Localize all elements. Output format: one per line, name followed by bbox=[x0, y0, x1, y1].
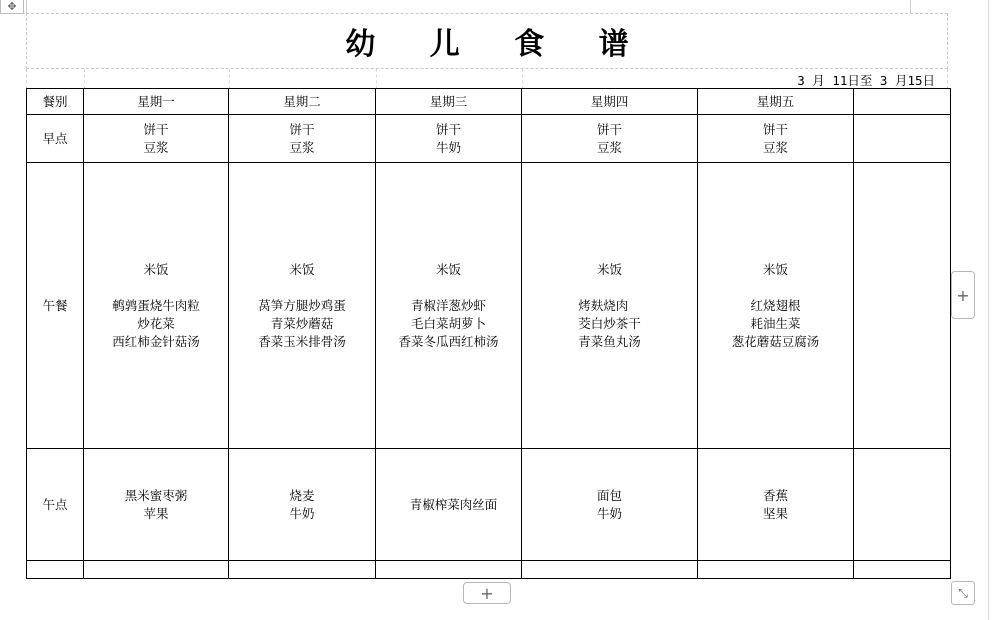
date-row bbox=[26, 69, 948, 89]
add-row-button[interactable] bbox=[463, 582, 511, 604]
menu-item: 炒花菜 bbox=[137, 315, 175, 331]
table-resize-handle[interactable] bbox=[951, 581, 975, 605]
empty-cell[interactable] bbox=[698, 561, 854, 579]
staple-item: 米饭 bbox=[762, 261, 788, 277]
lunch-empty[interactable] bbox=[854, 163, 951, 449]
menu-item: 饼干 bbox=[596, 121, 622, 137]
menu-item: 莴笋方腿炒鸡蛋 bbox=[258, 297, 346, 313]
snack-friday[interactable] bbox=[698, 449, 854, 561]
empty-cell[interactable] bbox=[376, 561, 522, 579]
header-meal-type[interactable]: 餐别 bbox=[27, 89, 84, 115]
empty-cell[interactable] bbox=[84, 561, 229, 579]
snack-wednesday[interactable] bbox=[376, 449, 522, 561]
lunch-row bbox=[27, 163, 951, 449]
menu-table bbox=[26, 88, 951, 579]
plus-icon: + bbox=[956, 285, 970, 305]
table-move-handle[interactable] bbox=[0, 0, 24, 14]
snack-thursday[interactable] bbox=[522, 449, 698, 561]
menu-item: 饼干 bbox=[289, 121, 315, 137]
menu-item: 香菜玉米排骨汤 bbox=[258, 333, 346, 349]
staple-item: 米饭 bbox=[435, 261, 461, 277]
snack-label[interactable]: 午点 bbox=[27, 449, 84, 561]
breakfast-label[interactable]: 早点 bbox=[27, 115, 84, 163]
breakfast-monday[interactable] bbox=[84, 115, 229, 163]
page-edge bbox=[988, 0, 989, 620]
menu-item: 苹果 bbox=[143, 505, 169, 521]
column-guide bbox=[376, 69, 377, 89]
menu-item: 牛奶 bbox=[289, 505, 315, 521]
menu-item: 青椒榨菜肉丝面 bbox=[409, 496, 498, 512]
menu-item: 青椒洋葱炒虾 bbox=[410, 297, 486, 313]
menu-item: 饼干 bbox=[143, 121, 169, 137]
menu-item: 坚果 bbox=[762, 505, 788, 521]
date-range: 3 月 11日至 3 月15日 bbox=[797, 73, 935, 88]
menu-item: 香蕉 bbox=[762, 487, 788, 503]
add-column-button[interactable] bbox=[951, 271, 975, 319]
menu-item: 葱花蘑菇豆腐汤 bbox=[731, 333, 820, 349]
column-guide bbox=[229, 69, 230, 89]
header-friday[interactable]: 星期五 bbox=[698, 89, 854, 115]
menu-item: 豆浆 bbox=[289, 139, 315, 155]
snack-empty[interactable] bbox=[854, 449, 951, 561]
staple-item: 米饭 bbox=[143, 261, 169, 277]
menu-item: 西红柿金针菇汤 bbox=[112, 333, 200, 349]
column-guide bbox=[522, 69, 523, 89]
snack-tuesday[interactable] bbox=[229, 449, 376, 561]
menu-item: 毛白菜胡萝卜 bbox=[410, 315, 486, 331]
margin-guide bbox=[26, 0, 27, 14]
breakfast-wednesday[interactable] bbox=[376, 115, 522, 163]
lunch-monday[interactable] bbox=[84, 163, 229, 449]
header-monday[interactable]: 星期一 bbox=[84, 89, 229, 115]
lunch-tuesday[interactable] bbox=[229, 163, 376, 449]
menu-item: 鹌鹑蛋烧牛肉粒 bbox=[112, 297, 200, 313]
breakfast-friday[interactable] bbox=[698, 115, 854, 163]
empty-row bbox=[27, 561, 951, 579]
empty-cell[interactable] bbox=[229, 561, 376, 579]
menu-item: 黑米蜜枣粥 bbox=[124, 487, 188, 503]
menu-item: 牛奶 bbox=[596, 505, 622, 521]
header-empty[interactable] bbox=[854, 89, 951, 115]
snack-row bbox=[27, 449, 951, 561]
staple-item: 米饭 bbox=[289, 261, 315, 277]
move-icon: ✥ bbox=[7, 0, 17, 13]
lunch-friday[interactable] bbox=[698, 163, 854, 449]
menu-item: 饼干 bbox=[435, 121, 461, 137]
menu-item: 豆浆 bbox=[762, 139, 788, 155]
menu-item: 烧麦 bbox=[289, 487, 315, 503]
menu-item: 豆浆 bbox=[143, 139, 169, 155]
plus-icon: + bbox=[480, 583, 494, 603]
menu-item: 茭白炒茶干 bbox=[578, 315, 641, 331]
menu-item: 耗油生菜 bbox=[750, 315, 801, 331]
lunch-wednesday[interactable] bbox=[376, 163, 522, 449]
header-tuesday[interactable]: 星期二 bbox=[229, 89, 376, 115]
empty-cell[interactable] bbox=[522, 561, 698, 579]
menu-item: 豆浆 bbox=[596, 139, 622, 155]
menu-item: 面包 bbox=[596, 487, 622, 503]
breakfast-thursday[interactable] bbox=[522, 115, 698, 163]
snack-monday[interactable] bbox=[84, 449, 229, 561]
breakfast-tuesday[interactable] bbox=[229, 115, 376, 163]
menu-item: 饼干 bbox=[762, 121, 788, 137]
header-thursday[interactable]: 星期四 bbox=[522, 89, 698, 115]
lunch-thursday[interactable] bbox=[522, 163, 698, 449]
staple-item: 米饭 bbox=[596, 261, 622, 277]
empty-cell[interactable] bbox=[854, 561, 951, 579]
menu-item-group bbox=[578, 297, 641, 351]
page-title: 幼 儿 食 谱 bbox=[345, 27, 651, 62]
menu-item: 香菜冬瓜西红柿汤 bbox=[398, 333, 499, 349]
resize-icon: ⤡ bbox=[958, 585, 968, 600]
breakfast-empty[interactable] bbox=[854, 115, 951, 163]
empty-cell[interactable] bbox=[27, 561, 84, 579]
menu-item: 青菜炒蘑菇 bbox=[270, 315, 334, 331]
header-wednesday[interactable]: 星期三 bbox=[376, 89, 522, 115]
menu-item: 牛奶 bbox=[435, 139, 461, 155]
margin-guide bbox=[910, 0, 911, 14]
menu-item: 青菜鱼丸汤 bbox=[578, 333, 641, 349]
menu-item: 烤麸烧肉 bbox=[578, 297, 629, 313]
breakfast-row bbox=[27, 115, 951, 163]
column-guide bbox=[84, 69, 85, 89]
lunch-label[interactable]: 午餐 bbox=[27, 163, 84, 449]
title-row bbox=[26, 13, 948, 69]
header-row bbox=[27, 89, 951, 115]
menu-item: 红烧翅根 bbox=[750, 297, 801, 313]
